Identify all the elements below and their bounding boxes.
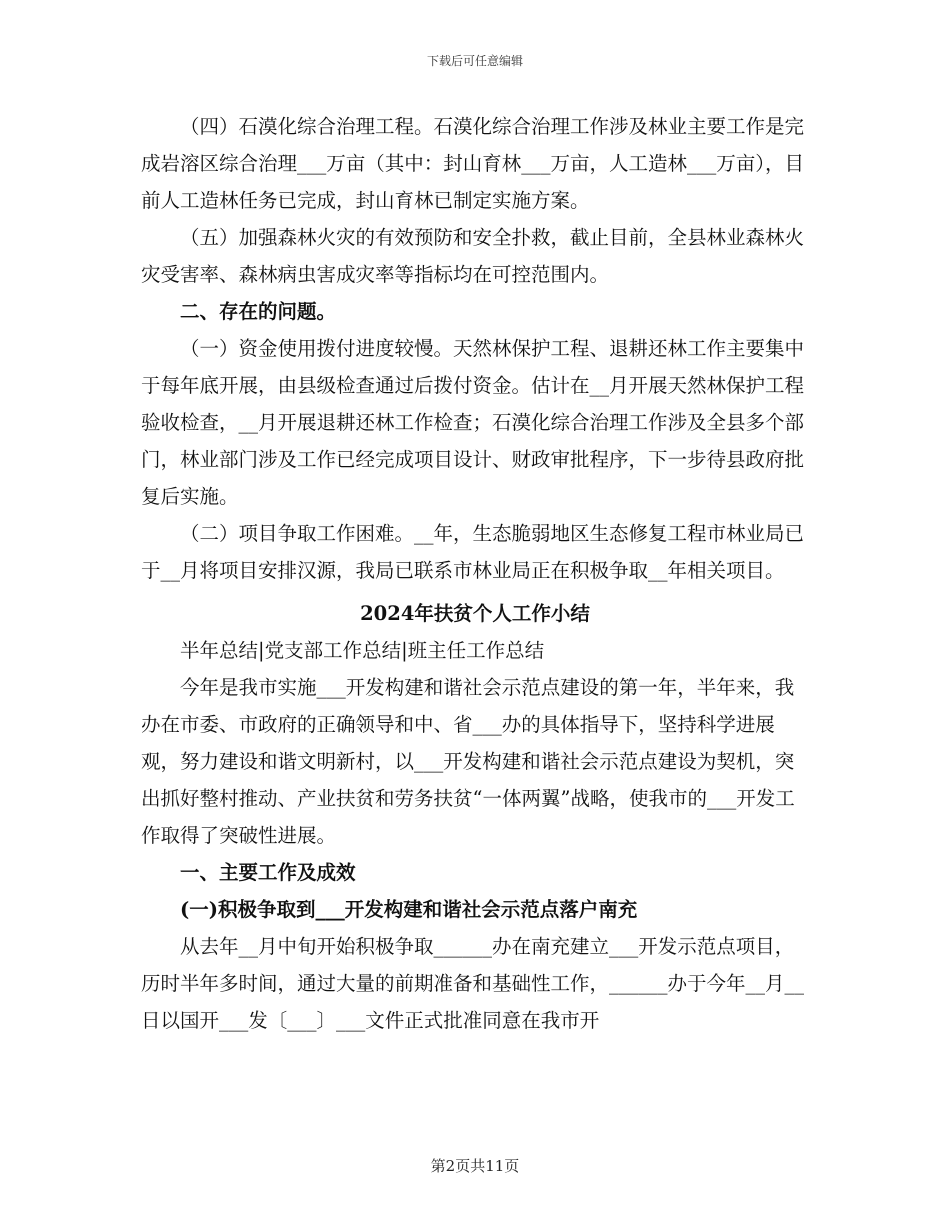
- related-links: 半年总结|党支部工作总结|班主任工作总结: [180, 639, 545, 662]
- document-body: [141, 108, 809, 1039]
- paragraph-demo-site: 从去年__月中旬开始积极争取______办在南充建立___开发示范点项目，历时半年多时间，通过大量的前期准备和基础性工作，______办于今年__月__日以国开___发〔___〕___文件正式批准同意在我市开: [141, 935, 805, 1032]
- heading-main-work: 一、主要工作及成效: [180, 861, 356, 884]
- paragraph-section-5: （五）加强森林火灾的有效预防和安全扑救，截止目前，全县林业森林火灾受害率、森林病虫害成灾率等指标均在可控范围内。: [141, 226, 805, 286]
- page-header: 下载后可任意编辑: [426, 54, 523, 68]
- paragraph-problem-2: （二）项目争取工作困难。__年，生态脆弱地区生态修复工程市林业局已于__月将项目安排汉源，我局已联系市林业局正在积极争取__年相关项目。: [141, 522, 805, 582]
- paragraph-section-4: （四）石漠化综合治理工程。石漠化综合治理工作涉及林业主要工作是完成岩溶区综合治理___万亩（其中：封山育林___万亩，人工造林___万亩），目前人工造林任务已完成，封山育林已制定实施方案。: [141, 115, 805, 212]
- paragraph-problem-1: （一）资金使用拨付进度较慢。天然林保护工程、退耕还林工作主要集中于每年底开展，由县级检查通过后拨付资金。估计在__月开展天然林保护工程验收检查，__月开展退耕还林工作检查；石漠化综合治理工作涉及全县多个部门，林业部门涉及工作已经完成项目设计、财政审批程序，下一步待县政府批复后实施。: [141, 337, 805, 508]
- paragraph-intro: 今年是我市实施___开发构建和谐社会示范点建设的第一年，半年来，我办在市委、市政府的正确领导和中、省___办的具体指导下，坚持科学进展观，努力建设和谐文明新村，以___开发构建和谐社会示范点建设为契机，突出抓好整村推动、产业扶贫和劳务扶贫“一体两翼”战略，使我市的___开发工作取得了突破性进展。: [141, 676, 795, 847]
- subheading-demo-site: (一)积极争取到___开发构建和谐社会示范点落户南充: [180, 898, 638, 921]
- heading-problems: 二、存在的问题。: [180, 300, 337, 323]
- document-title: 2024年扶贫个人工作小结: [360, 602, 590, 625]
- page-footer: 第2页共11页: [430, 1157, 520, 1175]
